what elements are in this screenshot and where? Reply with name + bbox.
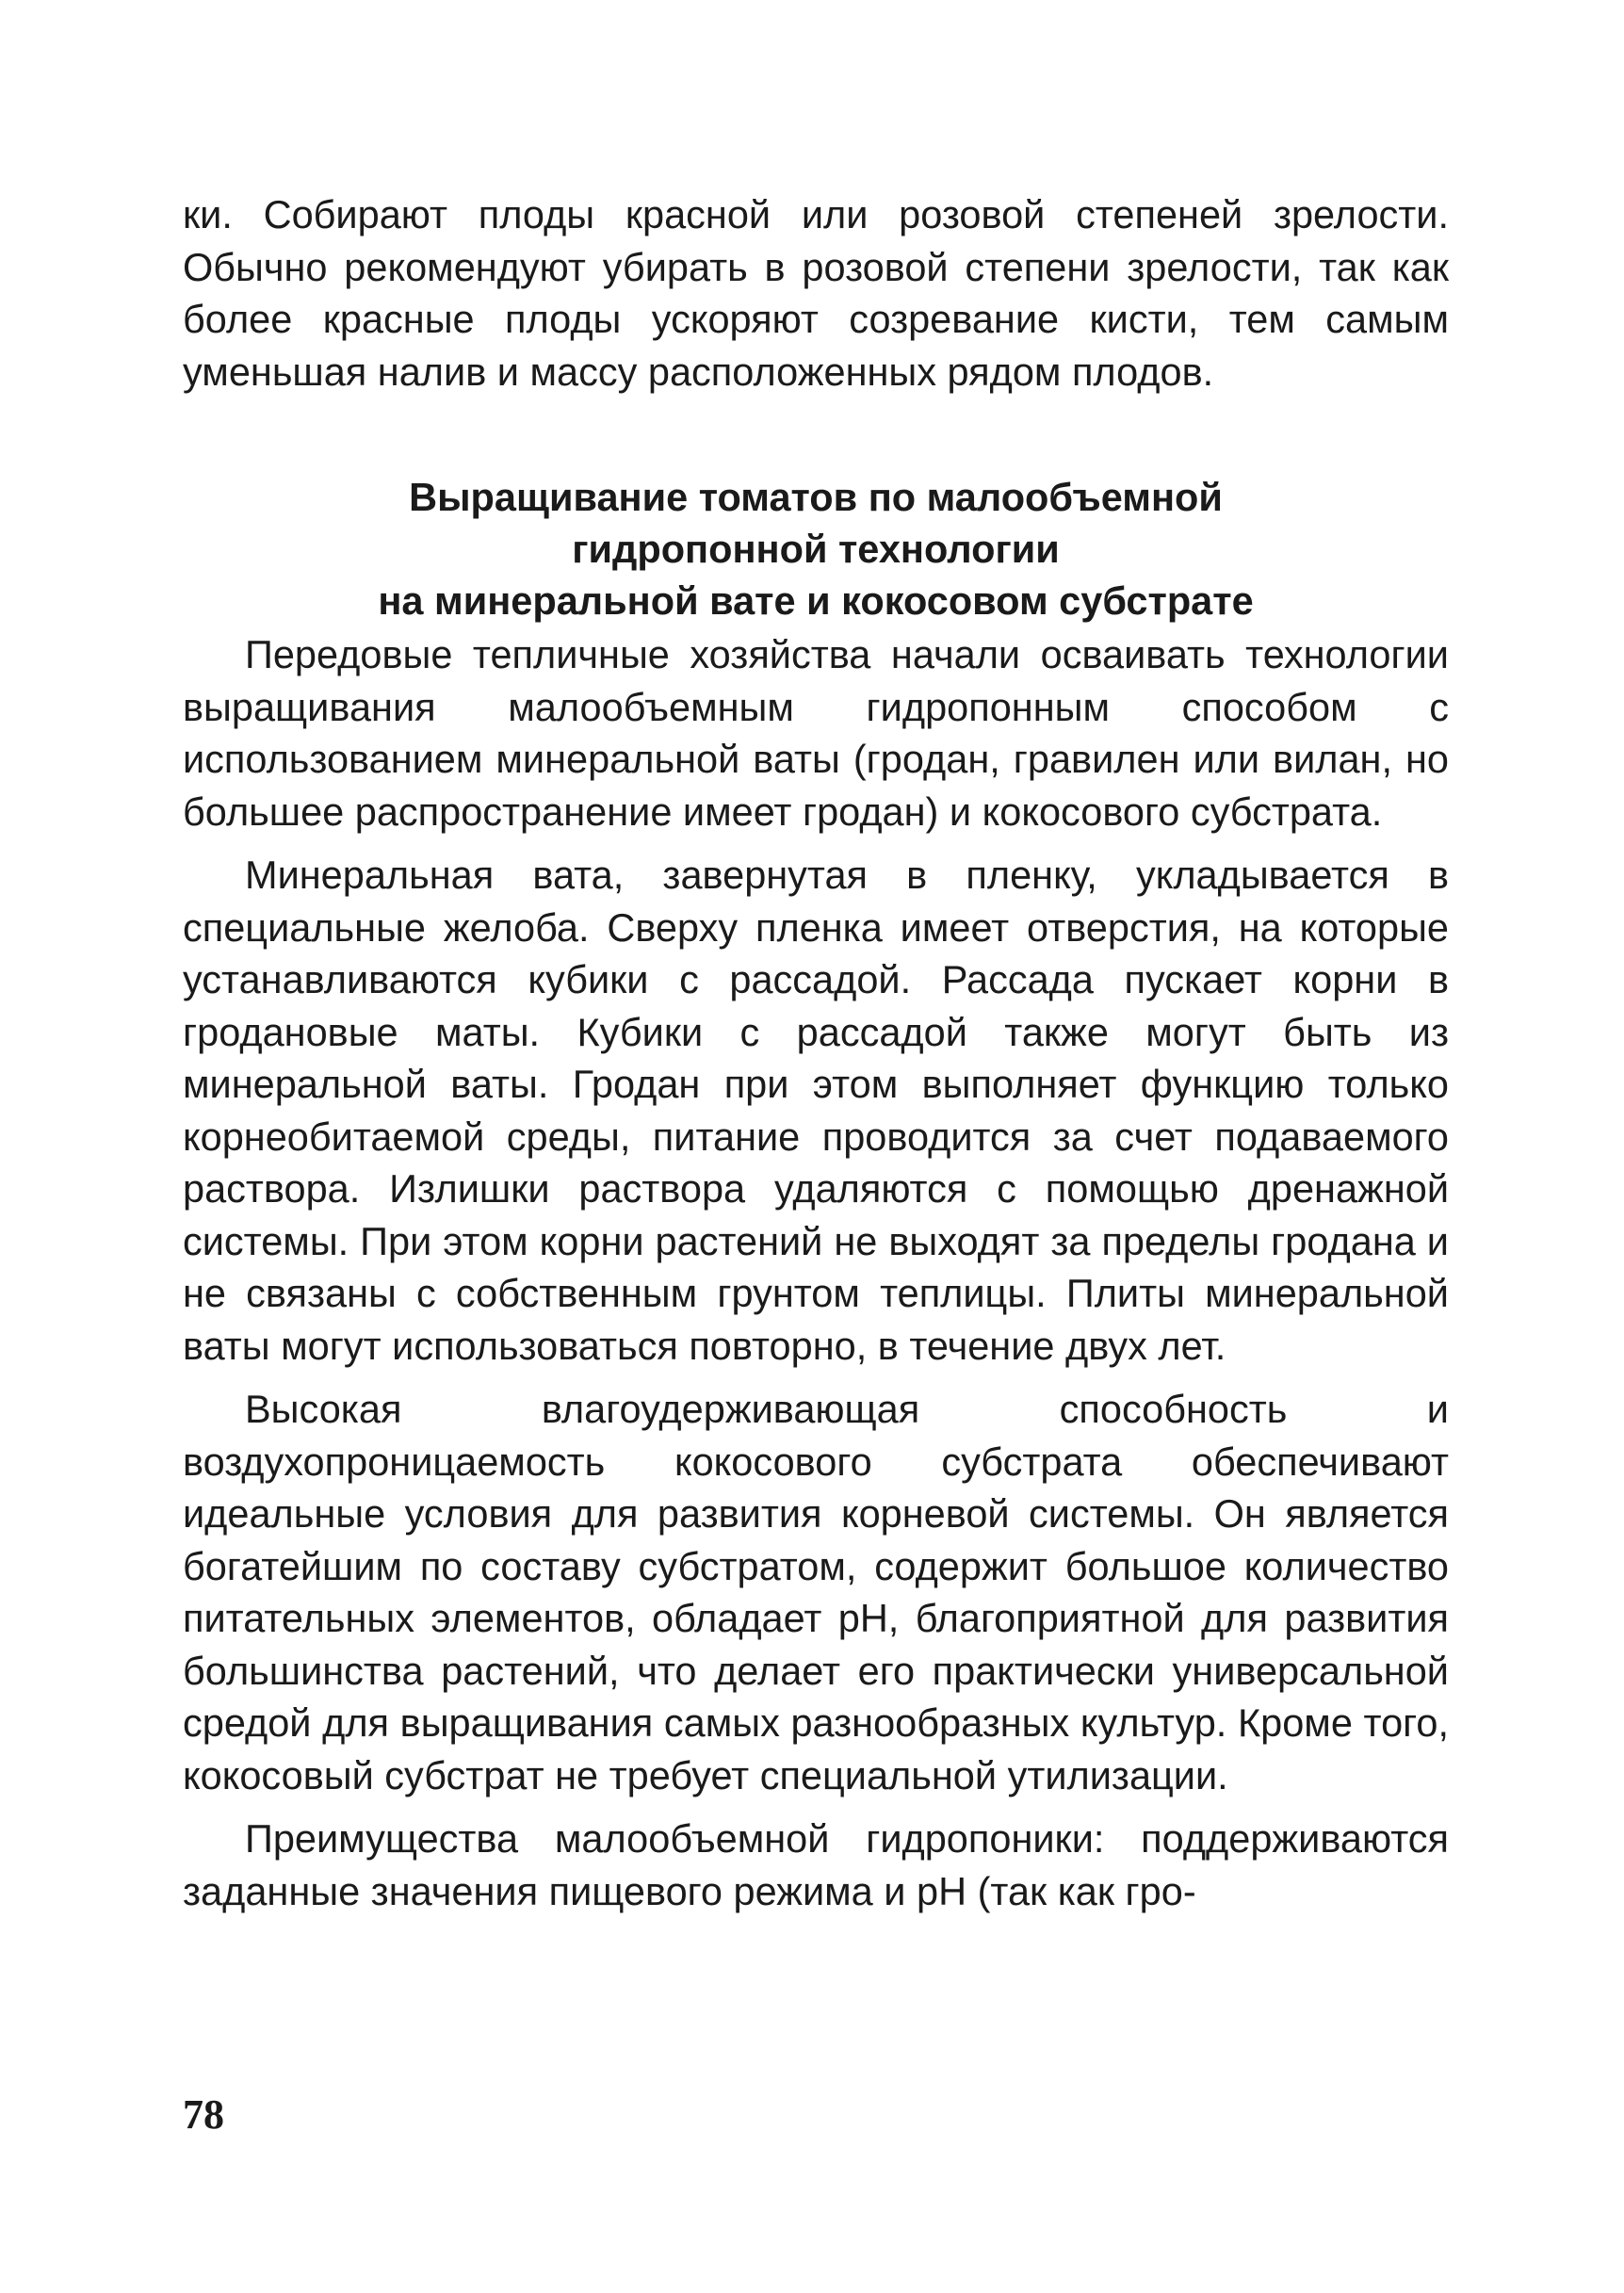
page-number: 78 [183,2091,224,2138]
paragraph-mineral-wool: Минеральная вата, завернутая в пленку, укладывается в специальные желоба. Сверху пленка имеет отверстия, на которые устанавливаются кубики с рассадой. Рассада пускает корни в гродановые маты. Кубики с рассадой также могут быть из минеральной ваты. Гродан при этом выполняет функцию только корнеобитаемой среды, питание проводится за счет подаваемого раствора. Излишки раствора удаляются с помощью дренажной системы. При этом корни растений не выходят за пределы гродана и не связаны с собственным грунтом теплицы. Плиты минеральной ваты могут использоваться повторно, в течение двух лет. [183,853,1449,1368]
page-body [183,188,1449,1917]
paragraph-coconut-substrate: Высокая влагоудерживающая способность и воздухопроницаемость кокосового субстрата обеспечивают идеальные условия для развития корневой системы. Он является богатейшим по составу субстратом, содержит большое количество питательных элементов, обладает pH, благоприятной для развития большинства растений, что делает его практически универсальной средой для выращивания самых разнообразных культур. Кроме того, кокосовый субстрат не требует специальной утилизации. [183,1387,1449,1797]
heading-line-1: Выращивание томатов по малообъемной [409,475,1223,519]
section-heading [183,471,1449,626]
paragraph-continued: ки. Собирают плоды красной или розовой степеней зрелости. Обычно рекомендуют убирать в розовой степени зрелости, так как более красные плоды ускоряют созревание кисти, тем самым уменьшая налив и массу расположенных рядом плодов. [183,192,1449,394]
paragraph-advantages: Преимущества малообъемной гидропоники: поддерживаются заданные значения пищевого режима и pH (так как гро- [183,1816,1449,1913]
paragraph-intro: Передовые тепличные хозяйства начали осваивать технологии выращивания малообъемным гидропонным способом с использованием минеральной ваты (гродан, гравилен или вилан, но большее распространение имеет гродан) и кокосового субстрата. [183,632,1449,834]
heading-line-2: гидропонной технологии [572,527,1060,571]
heading-line-3: на минеральной вате и кокосовом субстрате [378,578,1254,623]
